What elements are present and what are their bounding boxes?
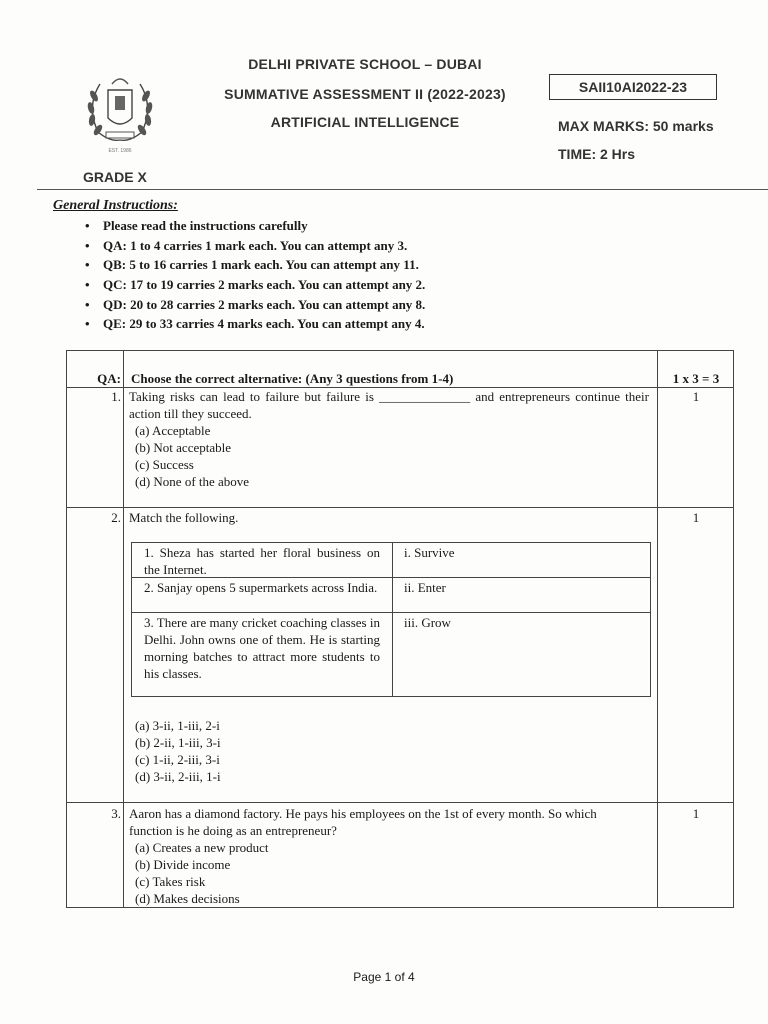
instruction-item: • Please read the instructions carefully — [85, 216, 425, 236]
question-text: Taking risks can lead to failure but failure is ______________ and entrepreneurs continue their action till they succeed. — [129, 389, 649, 421]
option: (d) Makes decisions — [135, 891, 240, 906]
school-crest-logo — [80, 66, 160, 156]
grade-label: GRADE X — [83, 169, 147, 185]
question-table — [66, 350, 734, 908]
max-marks: MAX MARKS: 50 marks — [558, 118, 714, 134]
option: (d) 3-ii, 2-iii, 1-i — [135, 769, 221, 784]
section-marks: 1 x 3 = 3 — [672, 371, 720, 386]
question-marks: 1 — [692, 389, 700, 404]
question-number: 3. — [111, 806, 121, 821]
paper-code: SAII10AI2022-23 — [549, 74, 717, 100]
question-marks: 1 — [692, 510, 700, 525]
instruction-item: • QA: 1 to 4 carries 1 mark each. You can attempt any 3. — [85, 236, 425, 256]
page-number: Page 1 of 4 — [353, 970, 415, 984]
option: (d) None of the above — [135, 474, 250, 489]
match-right-item: iii. Grow — [404, 615, 451, 630]
instruction-item: • QE: 29 to 33 carries 4 marks each. You can attempt any 4. — [85, 314, 425, 334]
match-right-item: ii. Enter — [404, 580, 446, 595]
option: (c) Success — [135, 457, 194, 472]
option: (b) Divide income — [135, 857, 231, 872]
instructions-list — [85, 216, 425, 334]
option: (a) 3-ii, 1-iii, 2-i — [135, 718, 220, 733]
option: (c) 1-ii, 2-iii, 3-i — [135, 752, 220, 767]
table-col-divider — [657, 351, 658, 907]
match-left-item: 1. Sheza has started her floral business on the Internet. — [144, 545, 380, 577]
question-marks: 1 — [692, 806, 700, 821]
instruction-item: • QC: 17 to 19 carries 2 marks each. You can attempt any 2. — [85, 275, 425, 295]
instructions-heading: General Instructions: — [53, 198, 178, 213]
question-text: Match the following. — [129, 510, 239, 525]
school-name: DELHI PRIVATE SCHOOL – DUBAI — [248, 56, 482, 72]
time-allowed: TIME: 2 Hrs — [558, 146, 636, 162]
instruction-item: • QB: 5 to 16 carries 1 mark each. You can attempt any 11. — [85, 255, 425, 275]
match-right-item: i. Survive — [404, 545, 455, 560]
option: (c) Takes risk — [135, 874, 206, 889]
option: (a) Acceptable — [135, 423, 211, 438]
question-number: 1. — [111, 389, 121, 404]
question-number: 2. — [111, 510, 121, 525]
match-table — [131, 542, 651, 697]
section-title: Choose the correct alternative: (Any 3 questions from 1-4) — [131, 371, 454, 386]
match-left-item: 2. Sanjay opens 5 supermarkets across India. — [144, 580, 378, 595]
section-label: QA: — [97, 371, 121, 386]
match-col-divider — [392, 543, 393, 696]
table-row-divider — [67, 507, 733, 508]
subject-title: ARTIFICIAL INTELLIGENCE — [270, 114, 460, 130]
match-row-divider — [132, 612, 650, 613]
instruction-item: • QD: 20 to 28 carries 2 marks each. You can attempt any 8. — [85, 295, 425, 315]
option: (a) Creates a new product — [135, 840, 269, 855]
table-col-divider — [123, 351, 124, 907]
svg-text:EST. 1986: EST. 1986 — [108, 148, 132, 154]
table-row-divider — [67, 802, 733, 803]
option: (b) 2-ii, 1-iii, 3-i — [135, 735, 221, 750]
match-left-item: 3. There are many cricket coaching classes in Delhi. John owns one of them. He is starting morning batches to attract more students to his classes. — [144, 615, 380, 681]
question-text: Aaron has a diamond factory. He pays his employees on the 1st of every month. So which function is he doing as an entrepreneur? — [129, 806, 597, 838]
assessment-title: SUMMATIVE ASSESSMENT II (2022-2023) — [224, 86, 506, 102]
header-divider — [37, 189, 768, 190]
option: (b) Not acceptable — [135, 440, 232, 455]
